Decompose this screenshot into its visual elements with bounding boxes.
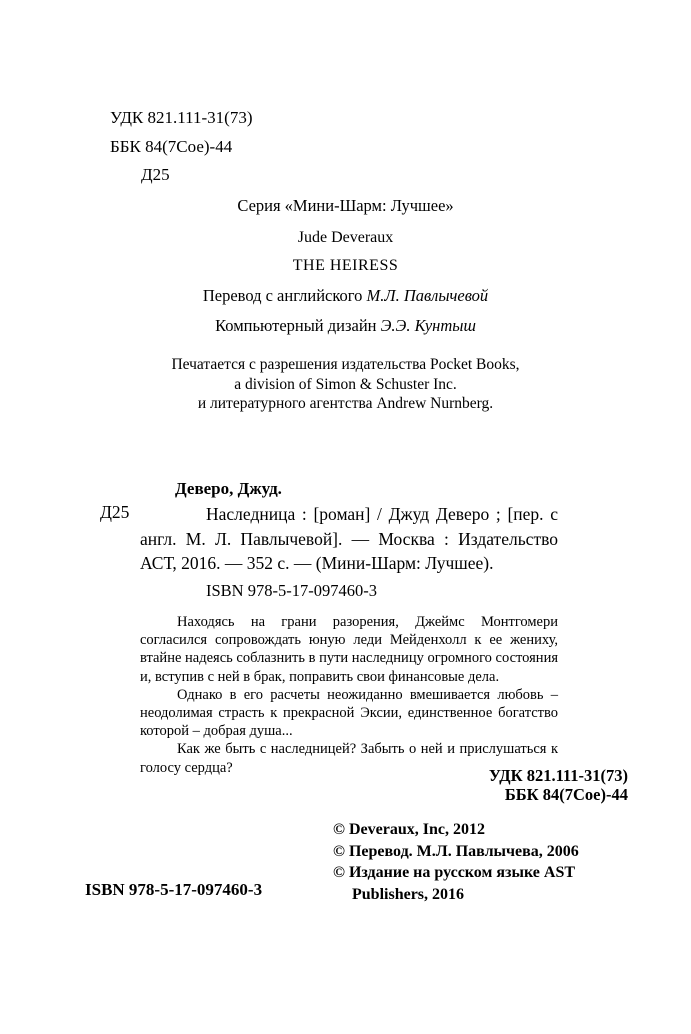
copyright-line: © Deveraux, Inc, 2012 [333, 821, 485, 838]
design-credit [0, 316, 691, 336]
copyright-line: © Издание на русском языке AST Publishers, 2016 [333, 864, 575, 903]
copyright-block [333, 819, 611, 905]
udk-bottom: УДК 821.111-31(73) [488, 766, 628, 785]
bbk-bottom: ББК 84(7Сое)-44 [504, 785, 628, 804]
isbn-card: ISBN 978-5-17-097460-3 [206, 580, 377, 600]
permission-line: и литературного агентства Andrew Nurnberg. [197, 395, 494, 412]
card-author: Деверо, Джуд. [175, 479, 282, 498]
annotation-block [140, 613, 558, 777]
top-codes-block [110, 104, 252, 190]
copyright-line: © Перевод. М.Л. Павлычева, 2006 [333, 842, 579, 860]
author-code-top: Д25 [141, 165, 170, 184]
author-name-en: Jude Deveraux [297, 229, 394, 246]
book-title-en: THE HEIRESS [292, 257, 399, 274]
annotation-paragraph: Однако в его расчеты неожиданно вмешивается любовь – неодолимая страсть к прекрасной Эксии, единственное богатство которой – добрая душа... [140, 686, 558, 740]
design-label: Компьютерный дизайн [215, 316, 381, 335]
permission-note [0, 355, 691, 414]
annotation-paragraph: Находясь на грани разорения, Джеймс Монтгомери согласился сопровождать юную леди Мейденхолл к ее жениху, втайне надеясь соблазнить в пути наследницу огромного состояния и, вступив с ней в брак, поправить свои финансовые дела. [140, 614, 558, 685]
series-title: Серия «Мини-Шарм: Лучшее» [237, 196, 454, 215]
designer-name: Э.Э. Кунтыш [380, 316, 476, 335]
translator-name: М.Л. Павлычевой [366, 286, 489, 305]
author-code-card: Д25 [100, 502, 130, 522]
card-description: Наследница : [роман] / Джуд Деверо ; [пер. с англ. М. Л. Павлычевой]. — Москва : Издательство АСТ, 2016. — 352 с. — (Мини-Шарм: Лучшее). [140, 504, 558, 573]
bottom-codes-block [489, 766, 628, 804]
translation-label: Перевод с английского [202, 286, 367, 305]
isbn-bottom: ISBN 978-5-17-097460-3 [85, 880, 263, 899]
bbk-top: ББК 84(7Сое)-44 [110, 136, 233, 156]
permission-line: Печатается с разрешения издательства Pocket Books, [171, 356, 520, 373]
translation-credit [0, 286, 691, 306]
udk-top: УДК 821.111-31(73) [110, 108, 253, 127]
annotation-paragraph: Как же быть с наследницей? Забыть о ней и прислушаться к голосу сердца? [140, 741, 558, 776]
permission-line: a division of Simon & Schuster Inc. [234, 375, 457, 393]
catalog-card [100, 478, 558, 601]
